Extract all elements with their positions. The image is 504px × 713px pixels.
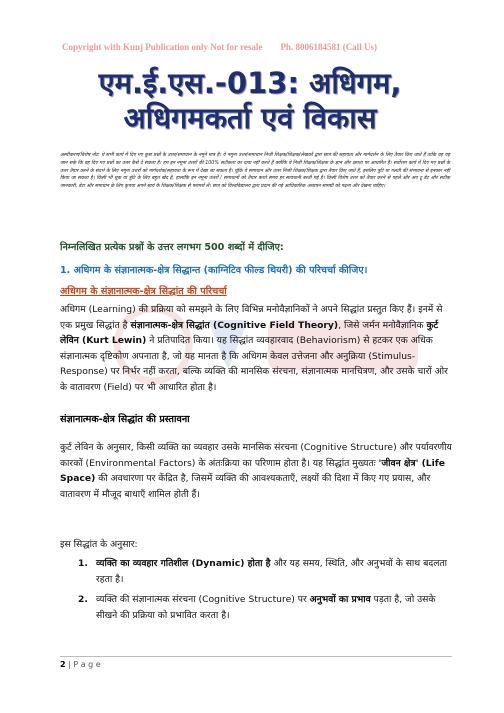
instruction-heading: निम्नलिखित प्रत्येक प्रश्नों के उत्तर लगभग 500 शब्दों में दीजिए: [60, 242, 284, 253]
disclaimer-text: अस्वीकरण/विशेष नोट: ये सभी कार्य में दिए गए कुछ प्रश्नों के उत्तर/समाधान के नमूने मात्र है। ये नमूना उत्तर/समाधान निजी शिक्षक/शिक्षक/लेखकों द्वारा छात्र की सहायता और मार्गदर्शन के लिए तैयार किए जाते हैं ताकि वह यह जान सके कि वह दिए गए प्रश्नों का उत्तर कैसे दे सकता है। हम इन नमूना उत्तरों की 100% सटीकता का दावा नहीं करते हैं क्योंकि ये निजी शिक्षक/शिक्षक के ज्ञान और क्षमता पर आधारित हैं। सर्वोत्तम कार्य में दिए गए प्रश्नों के उत्तर तैयार करने के संदर्भ के लिए नमूना उत्तरों को मार्गदर्शक/सहायता के रूप में देखा जा सकता है। चूंकि ये समाधान और उत्तर निजी शिक्षक/शिक्षक द्वारा तैयार किए जाते हैं, इसलिए त्रुटि या गलती की संभावना से इनकार नहीं किया जा सकता है। किसी भी चूक या त्रुटि के लिए बहुत खेद है, हालांकि इन नमूना उत्तरों / समाधानों को तैयार करते समय हर सावधानी बरती गई है। किसी विशेष उत्तर को तैयार करने से पहले और अप टू डेट और सटीक जानकारी, डेटा और समाधान के लिए कृपया अपने स्वयं के शिक्षक/शिक्षक से परामर्श लें। छात्र को विश्वविद्यालय द्वारा प्रदान की गई आधिकारिक अध्ययन सामग्री को पढ़ना और देखना चाहिए। [60, 153, 450, 190]
list-item-number: 1. [78, 558, 88, 569]
para1-text-a: अधिगम (Learning) की प्रक्रिया को समझने के लिए विभिन्न मनोवैज्ञानिकों ने अपने सिद्धांत प्रस्तुत किए हैं। इनमें से एक प्रमुख सिद्धांत है [60, 304, 443, 331]
title-line-1: एम.ई.एस.-013: अधिगम, [98, 66, 402, 100]
list-item-pre: व्यक्ति की संज्ञानात्मक संरचना (Cognitive Structure) पर [96, 594, 310, 605]
para2-text-a: कुर्ट लेविन के अनुसार, किसी व्यक्ति का व्यवहार उसके मानसिक संरचना (Cognitive Structure) और पर्यावरणीय कारकों (Environmental Factors) के अंतःक्रिया का परिणाम होता है। यह सिद्धांत मुख्यतः [60, 442, 452, 469]
page-title [60, 66, 440, 136]
page-number: 2 [60, 660, 66, 669]
para1-text-c: , जिसे जर्मन मनोवैज्ञानिक [338, 319, 427, 331]
question-heading: 1. अधिगम के संज्ञानात्मक-क्षेत्र सिद्धान्त (काग्निटिव फील्ड थियरी) की परिचर्चा कीजिए। [60, 265, 368, 276]
section-heading-discussion: अधिगम के संज्ञानात्मक-क्षेत्र सिद्धांत की परिचर्चा [60, 286, 227, 297]
page-footer [60, 660, 101, 669]
copyright-text: Copyright with Kunj Publication only Not for resale [62, 42, 263, 52]
list-item [78, 592, 450, 623]
paragraph-introduction [60, 302, 452, 395]
list-item-bold: व्यक्ति का व्यवहार गतिशील (Dynamic) होता है [96, 558, 271, 569]
para1-text-d: ने प्रतिपादित किया। यह सिद्धांत व्यवहारवाद (Behaviorism) से हटकर एक अधिक संज्ञानात्मक दृष्टिकोण अपनाता है, जो यह मानता है कि अधिगम केवल उत्तेजना और अनुक्रिया (Stimulus-Response) पर निर्भर नहीं करता, बल्कि व्यक्ति की मानसिक संरचना, संज्ञानात्मक मानचित्रण, और उसके चारों ओर के वातावरण (Field) पर भी आधारित होता है। [60, 335, 448, 393]
list-intro: इस सिद्धांत के अनुसार: [60, 539, 138, 550]
list-item-bold: अनुभवों का प्रभाव [309, 594, 371, 605]
para1-bold-lewin: कुर्ट लेविन (Kurt Lewin) [60, 319, 439, 346]
list-item-text: और यह समय, स्थिति, और अनुभवों के साथ बदलता रहता है। [96, 558, 448, 585]
para2-text-c: की अवधारणा पर केंद्रित है, जिसमें व्यक्ति की आवश्यकताएँ, लक्ष्यों की दिशा में किए गए प्रयास, और वातावरण में मौजूद बाधाएँ शामिल होती हैं। [60, 473, 431, 500]
title-line-2: अधिगमकर्ता एवं विकास [123, 101, 377, 135]
section-heading-preface: संज्ञानात्मक-क्षेत्र सिद्धांत की प्रस्तावना [60, 414, 190, 425]
list-item-number: 2. [78, 594, 88, 605]
list-item [78, 556, 450, 587]
para1-bold-theory: संज्ञानात्मक-क्षेत्र सिद्धांत (Cognitive Field Theory) [130, 319, 339, 331]
page-label: | P a g e [68, 660, 101, 669]
copyright-notice [62, 42, 452, 52]
phone-number: Ph. 8006184581 (Call Us) [280, 42, 377, 52]
paragraph-preface [60, 440, 452, 502]
footer-divider [60, 656, 452, 657]
list-item-text: पड़ता है, जो उसके सीखने की प्रक्रिया को प्रभावित करता है। [96, 594, 436, 621]
para2-bold-life-space: 'जीवन क्षेत्र' (Life Space) [60, 457, 446, 484]
